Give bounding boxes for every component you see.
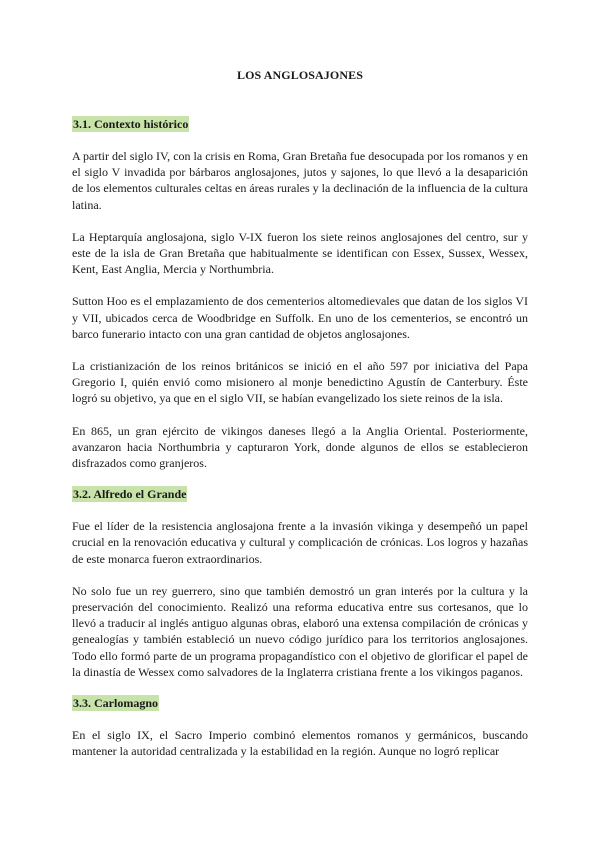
section-heading bbox=[72, 487, 528, 502]
section-heading-highlight: 3.3. Carlomagno bbox=[73, 696, 158, 711]
paragraph: En el siglo IX, el Sacro Imperio combinó elementos romanos y germánicos, buscando mantener la autoridad centralizada y la estabilidad en la región. Aunque no logró replicar bbox=[72, 728, 528, 759]
document-title: LOS ANGLOSAJONES bbox=[237, 68, 363, 82]
section-heading bbox=[72, 117, 528, 132]
section-heading-highlight: 3.2. Alfredo el Grande bbox=[73, 487, 187, 502]
paragraph: Sutton Hoo es el emplazamiento de dos cementerios altomedievales que datan de los siglos VI y VII, ubicados cerca de Woodbridge en Suffolk. En uno de los cementerios, se encontró un barco funerario intacto con una gran cantidad de objetos anglosajones. bbox=[72, 294, 528, 341]
paragraph: En 865, un gran ejército de vikingos daneses llegó a la Anglia Oriental. Posteriormente, avanzaron hacia Northumbria y capturaron York, donde algunos de ellos se establecieron disfrazados como granjeros. bbox=[72, 423, 528, 471]
section-heading bbox=[72, 696, 528, 711]
paragraph: La Heptarquía anglosajona, siglo V-IX fueron los siete reinos anglosajones del centro, sur y este de la isla de Gran Bretaña que habitualmente se identifican con Essex, Sussex, Wessex, Kent, East Anglia, Mercia y Northumbria. bbox=[72, 229, 528, 277]
section-contexto-historico bbox=[72, 117, 528, 471]
section-alfredo-el-grande bbox=[72, 487, 528, 680]
paragraph: Fue el líder de la resistencia anglosajona frente a la invasión vikinga y desempeñó un papel crucial en la renovación educativa y cultural y complicación de crónicas. Los logros y hazañas de este monarca fueron extraordinarios. bbox=[72, 519, 528, 566]
paragraph: La cristianización de los reinos británicos se inició en el año 597 por iniciativa del Papa Gregorio I, quién envió como misionero al monje benedictino Agustín de Canterbury. Éste logró su objetivo, ya que en el siglo VII, se habían evangelizado los siete reinos de la isla. bbox=[72, 359, 528, 406]
section-carlomagno bbox=[72, 696, 528, 759]
paragraph: No solo fue un rey guerrero, sino que también demostró un gran interés por la cultura y la preservación del conocimiento. Realizó una reforma educativa entre sus cortesanos, que lo llevó a traducir al inglés antiguo algunas obras, elaboró una extensa compilación de crónicas y genealogías y también estableció un nuevo código jurídico para los territorios anglosajones. Todo ello formó parte de un programa propagandístico con el objetivo de glorificar el papel de la dinastía de Wessex como salvadores de la Inglaterra cristiana frente a los vikingos paganos. bbox=[72, 583, 528, 679]
paragraph: A partir del siglo IV, con la crisis en Roma, Gran Bretaña fue desocupada por los romanos y en el siglo V invadida por bárbaros anglosajones, jutos y sajones, lo que llevó a la desaparición de los elementos culturales celtas en áreas rurales y la declinación de la influencia de la cultura latina. bbox=[72, 149, 528, 212]
section-heading-highlight: 3.1. Contexto histórico bbox=[73, 117, 189, 131]
